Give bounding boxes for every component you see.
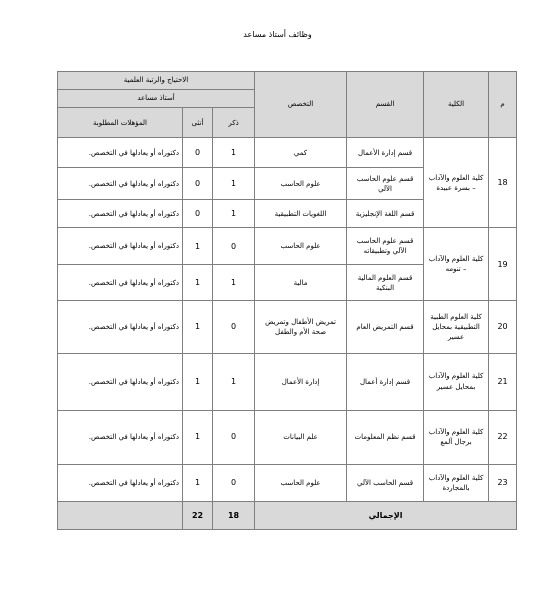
college-cell: كلية العلوم والآداب – بسرة عبيدة [424, 138, 489, 228]
spec-cell: علوم الحاسب [255, 168, 347, 200]
college-cell: كلية العلوم والآداب بمحايل عسير [424, 353, 489, 410]
total-row [58, 501, 517, 529]
female-cell: 0 [183, 168, 213, 200]
qual-cell: دكتوراه أو يعادلها في التخصص. [58, 228, 183, 265]
spec-cell: تمريض الأطفال وتمريض صحة الأم والطفل [255, 301, 347, 353]
college-cell: كلية العلوم الطبية التطبيقية بمحايل عسير [424, 301, 489, 353]
row-number: 23 [489, 464, 517, 501]
header-male: ذكر [213, 108, 255, 138]
row-number: 21 [489, 353, 517, 410]
dept-cell: قسم نظم المعلومات [347, 410, 424, 464]
page-title: وظائف أستاذ مساعد [243, 30, 312, 39]
dept-cell: قسم علوم الحاسب الآلي [347, 168, 424, 200]
table-row [58, 410, 517, 464]
row-number: 19 [489, 228, 517, 301]
table-row [58, 228, 517, 265]
spec-cell: مالية [255, 265, 347, 301]
table-row [58, 138, 517, 168]
header-rank: أستاذ مساعد [58, 90, 255, 108]
female-cell: 1 [183, 265, 213, 301]
dept-cell: قسم التمريض العام [347, 301, 424, 353]
spec-cell: اللغويات التطبيقية [255, 200, 347, 228]
header-college: الكلية [424, 72, 489, 138]
dept-cell: قسم إدارة الأعمال [347, 138, 424, 168]
header-spec: التخصص [255, 72, 347, 138]
qual-cell: دكتوراه أو يعادلها في التخصص. [58, 410, 183, 464]
male-cell: 1 [213, 200, 255, 228]
female-cell: 1 [183, 228, 213, 265]
header-female: أنثى [183, 108, 213, 138]
qual-cell: دكتوراه أو يعادلها في التخصص. [58, 353, 183, 410]
male-cell: 0 [213, 301, 255, 353]
total-label: الإجمالي [255, 501, 517, 529]
female-cell: 0 [183, 200, 213, 228]
header-need: الاحتياج والرتبة العلمية [58, 72, 255, 90]
spec-cell: علم البيانات [255, 410, 347, 464]
female-cell: 1 [183, 464, 213, 501]
dept-cell: قسم الحاسب الآلي [347, 464, 424, 501]
dept-cell: قسم اللغة الإنجليزية [347, 200, 424, 228]
female-cell: 1 [183, 301, 213, 353]
header-m: م [489, 72, 517, 138]
positions-table [57, 71, 517, 530]
female-cell: 1 [183, 353, 213, 410]
male-cell: 1 [213, 265, 255, 301]
male-cell: 1 [213, 138, 255, 168]
male-cell: 0 [213, 410, 255, 464]
total-empty [58, 501, 183, 529]
dept-cell: قسم علوم الحاسب الآلي وتطبيقاته [347, 228, 424, 265]
table-row [58, 301, 517, 353]
male-cell: 1 [213, 353, 255, 410]
spec-cell: كمي [255, 138, 347, 168]
table-row [58, 353, 517, 410]
qual-cell: دكتوراه أو يعادلها في التخصص. [58, 138, 183, 168]
table-row [58, 464, 517, 501]
male-cell: 0 [213, 228, 255, 265]
qual-cell: دكتوراه أو يعادلها في التخصص. [58, 464, 183, 501]
college-cell: كلية العلوم والآداب بالمجاردة [424, 464, 489, 501]
college-cell: كلية العلوم والآداب برجال ألمع [424, 410, 489, 464]
row-number: 20 [489, 301, 517, 353]
spec-cell: علوم الحاسب [255, 464, 347, 501]
row-number: 22 [489, 410, 517, 464]
male-cell: 0 [213, 464, 255, 501]
total-male: 18 [213, 501, 255, 529]
dept-cell: قسم إدارة أعمال [347, 353, 424, 410]
qual-cell: دكتوراه أو يعادلها في التخصص. [58, 168, 183, 200]
qual-cell: دكتوراه أو يعادلها في التخصص. [58, 301, 183, 353]
header-qual: المؤهلات المطلوبة [58, 108, 183, 138]
dept-cell: قسم العلوم المالية البنكية [347, 265, 424, 301]
spec-cell: إدارة الأعمال [255, 353, 347, 410]
female-cell: 1 [183, 410, 213, 464]
female-cell: 0 [183, 138, 213, 168]
qual-cell: دكتوراه أو يعادلها في التخصص. [58, 265, 183, 301]
qual-cell: دكتوراه أو يعادلها في التخصص. [58, 200, 183, 228]
total-female: 22 [183, 501, 213, 529]
spec-cell: علوم الحاسب [255, 228, 347, 265]
header-dept: القسم [347, 72, 424, 138]
row-number: 18 [489, 138, 517, 228]
college-cell: كلية العلوم والآداب – تنومه [424, 228, 489, 301]
male-cell: 1 [213, 168, 255, 200]
